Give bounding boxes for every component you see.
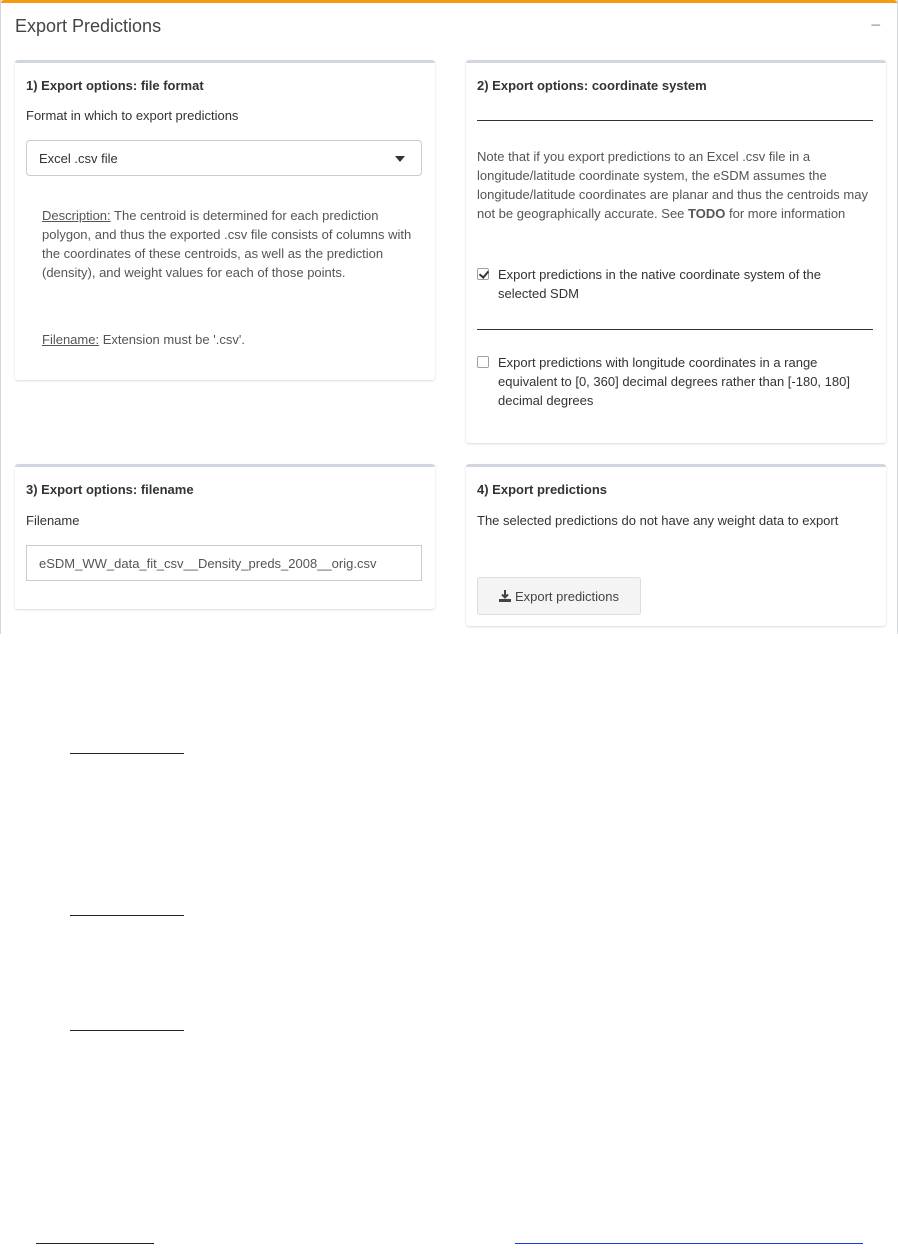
- export-button-label: Export predictions: [514, 588, 620, 604]
- chevron-down-icon: [395, 156, 405, 162]
- longitude-range-label: Export predictions with longitude coordinates in a range equivalent to [0, 360] decimal degrees rather than [-180, 180] decimal degrees: [498, 355, 850, 408]
- blank-line: [70, 1030, 184, 1031]
- box-header: [1, 0, 897, 51]
- collapse-button[interactable]: −: [870, 15, 881, 35]
- note-todo: TODO: [688, 206, 726, 221]
- longitude-range-checkbox[interactable]: [477, 356, 489, 368]
- format-select[interactable]: [26, 140, 422, 176]
- filename-note-body: Extension must be '.csv'.: [99, 332, 245, 347]
- box-body: [1, 51, 897, 634]
- divider: [477, 329, 873, 330]
- panel-title: 4) Export predictions: [477, 482, 608, 497]
- panel-export: [466, 464, 886, 626]
- filename-input[interactable]: [26, 545, 422, 581]
- longitude-range-option[interactable]: [477, 353, 873, 413]
- native-crs-label: Export predictions in the native coordinate system of the selected SDM: [498, 267, 822, 301]
- native-crs-checkbox[interactable]: [477, 268, 489, 280]
- filename-note: [42, 330, 422, 349]
- description-text: [42, 206, 422, 282]
- panel-coordinate-system: [466, 60, 886, 443]
- filename-label: Filename: [26, 513, 80, 528]
- description-body: The centroid is determined for each prediction polygon, and thus the exported .csv file consists of columns with the coordinates of these centroids, as well as the prediction (density), and weight values for each of those points.: [42, 208, 412, 280]
- panel-title: 3) Export options: filename: [26, 482, 194, 497]
- format-select-value: Excel .csv file: [39, 151, 118, 166]
- divider: [477, 120, 873, 121]
- description-label: Description:: [42, 208, 111, 223]
- note-text: Note that if you export predictions to an Excel .csv file in a longitude/latitude coordinate system, the eSDM assumes the longitude/latitude coordinates are planar and thus the centroids may not be geographically accurate. See: [477, 149, 868, 221]
- link-underline[interactable]: [515, 1243, 863, 1244]
- note-text-end: for more information: [725, 206, 846, 221]
- blank-line: [36, 1243, 154, 1244]
- export-predictions-button[interactable]: [477, 577, 641, 615]
- coordinate-note: [477, 147, 873, 223]
- export-message: The selected predictions do not have any weight data to export: [477, 513, 839, 528]
- format-label: Format in which to export predictions: [26, 108, 239, 123]
- panel-title: 1) Export options: file format: [26, 78, 204, 93]
- panel-file-format: [15, 60, 435, 380]
- native-crs-option[interactable]: [477, 265, 873, 305]
- filename-note-label: Filename:: [42, 332, 100, 347]
- box-title: Export Predictions: [15, 16, 162, 36]
- blank-line: [70, 753, 184, 754]
- panel-title: 2) Export options: coordinate system: [477, 78, 707, 93]
- panel-filename: [15, 464, 435, 609]
- download-icon: [499, 590, 511, 602]
- blank-line: [70, 915, 184, 916]
